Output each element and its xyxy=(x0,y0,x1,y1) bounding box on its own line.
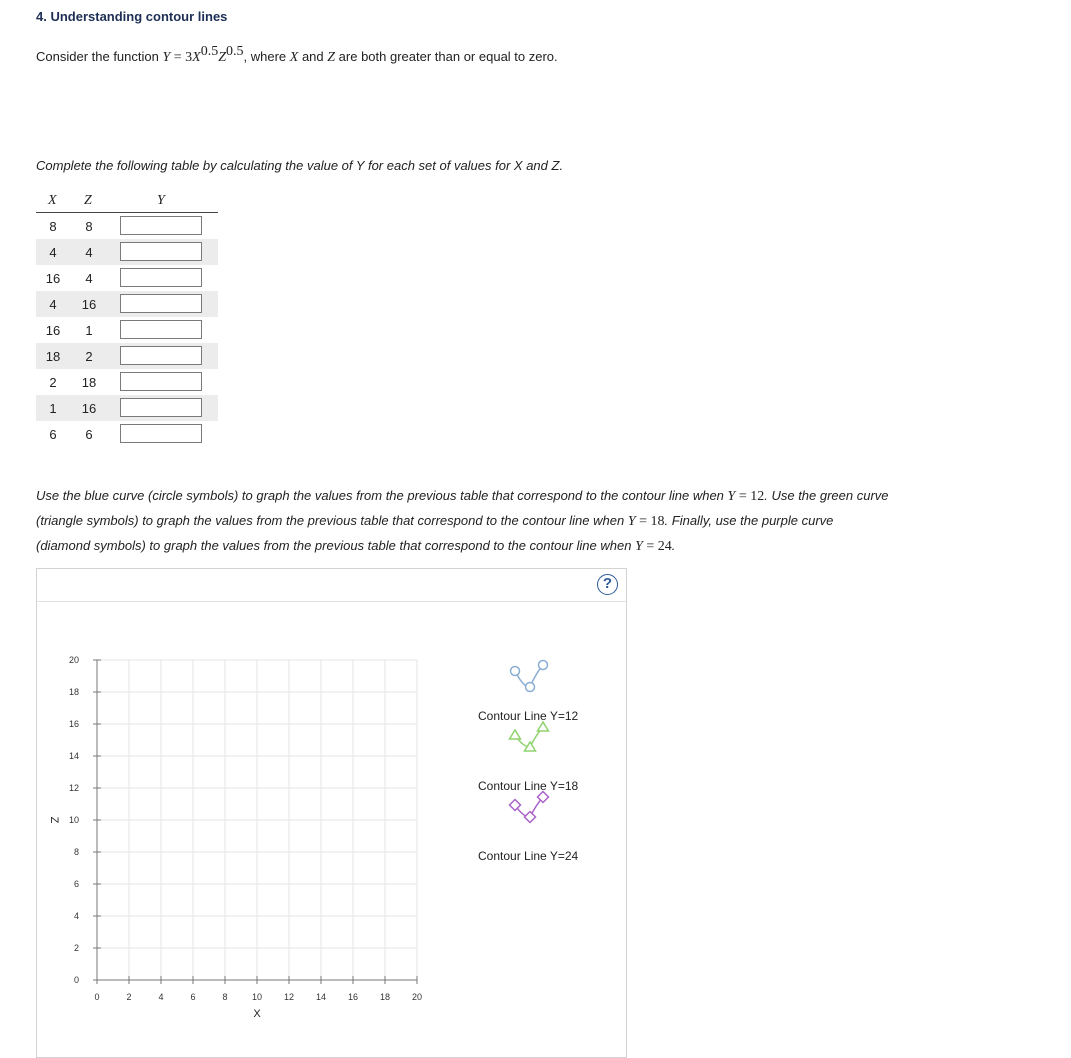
table-body xyxy=(36,213,218,447)
intro-prefix: Consider the function xyxy=(36,49,163,64)
xyz-table xyxy=(36,192,218,447)
cell-x: 2 xyxy=(49,375,57,390)
header-z: Z xyxy=(84,193,92,208)
intro-var-x: X xyxy=(289,50,299,65)
legend-tool-triangle[interactable] xyxy=(510,722,549,751)
header-x: X xyxy=(48,193,57,208)
table-row xyxy=(36,395,218,421)
intro-exp-z: 0.5 xyxy=(226,44,244,59)
y-value-input[interactable] xyxy=(120,398,202,417)
cell-z: 2 xyxy=(85,349,93,364)
table-row xyxy=(36,291,218,317)
intro-exp-x: 0.5 xyxy=(200,44,219,59)
x-tick-label: 8 xyxy=(222,992,228,1002)
intro-x: X xyxy=(192,50,201,65)
cell-z: 6 xyxy=(85,427,93,442)
x-tick-label: 16 xyxy=(347,992,359,1002)
intro-suffix-1: , where xyxy=(243,49,290,64)
y-tick-label: 2 xyxy=(73,943,79,953)
gi-eq1: = 12 xyxy=(735,489,765,504)
cell-x: 16 xyxy=(45,323,61,338)
graph-panel xyxy=(36,568,627,1058)
x-tick-label: 20 xyxy=(411,992,423,1002)
triangle-marker-icon xyxy=(538,722,549,731)
y-tick-label: 10 xyxy=(68,815,79,825)
intro-y: Y xyxy=(162,50,171,65)
graph-instruction xyxy=(36,484,996,559)
circle-marker-icon xyxy=(526,683,535,692)
gi-p6: . xyxy=(671,538,676,553)
table-row xyxy=(36,343,218,369)
y-axis-title: Z xyxy=(48,816,60,824)
legend-label: Contour Line Y=12 xyxy=(478,709,579,723)
cell-x: 8 xyxy=(49,219,57,234)
legend-tool-diamond[interactable] xyxy=(510,792,549,823)
header-y: Y xyxy=(157,193,165,208)
x-axis-title: X xyxy=(253,1008,261,1020)
cell-x: 1 xyxy=(49,401,57,416)
y-tick-label: 16 xyxy=(68,719,79,729)
y-value-input[interactable] xyxy=(120,268,202,287)
gi-p2: . Use the green curve xyxy=(764,488,889,503)
y-value-input[interactable] xyxy=(120,424,202,443)
table-row xyxy=(36,369,218,395)
y-tick-label: 6 xyxy=(73,879,79,889)
legend-label: Contour Line Y=18 xyxy=(478,779,579,793)
cell-x: 4 xyxy=(49,245,57,260)
cell-z: 16 xyxy=(81,297,97,312)
contour-chart[interactable] xyxy=(37,569,626,1049)
x-tick-label: 4 xyxy=(158,992,164,1002)
diamond-marker-icon xyxy=(525,812,536,823)
cell-z: 8 xyxy=(85,219,93,234)
cell-x: 6 xyxy=(49,427,57,442)
legend-label: Contour Line Y=24 xyxy=(478,849,579,863)
y-value-input[interactable] xyxy=(120,216,202,235)
gi-p4: . Finally, use the purple curve xyxy=(664,513,834,528)
triangle-marker-icon xyxy=(510,730,521,739)
function-intro xyxy=(36,44,558,66)
gi-p1: Use the blue curve (circle symbols) to graph the values from the previous table that correspond to the contour line when xyxy=(36,488,728,503)
y-tick-label: 4 xyxy=(73,911,79,921)
intro-eq: = 3 xyxy=(170,50,193,65)
y-value-input[interactable] xyxy=(120,294,202,313)
table-row xyxy=(36,265,218,291)
x-tick-label: 0 xyxy=(94,992,100,1002)
legend-tool-circle[interactable] xyxy=(511,661,548,692)
cell-z: 4 xyxy=(85,271,93,286)
y-tick-label: 18 xyxy=(68,687,79,697)
x-tick-label: 2 xyxy=(126,992,132,1002)
gi-p3: (triangle symbols) to graph the values from the previous table that correspond to the contour line when xyxy=(36,513,628,528)
table-row xyxy=(36,239,218,265)
table-instruction: Complete the following table by calculating the value of Y for each set of values for X and Z. xyxy=(36,158,564,173)
y-value-input[interactable] xyxy=(120,346,202,365)
y-value-input[interactable] xyxy=(120,320,202,339)
x-tick-label: 18 xyxy=(379,992,391,1002)
cell-x: 16 xyxy=(45,271,61,286)
x-tick-label: 6 xyxy=(190,992,196,1002)
table-row xyxy=(36,317,218,343)
cell-z: 4 xyxy=(85,245,93,260)
gi-y3: Y xyxy=(635,539,643,554)
y-tick-label: 8 xyxy=(73,847,79,857)
section-heading: 4. Understanding contour lines xyxy=(36,9,228,24)
diamond-marker-icon xyxy=(510,800,521,811)
y-value-input[interactable] xyxy=(120,372,202,391)
x-tick-label: 14 xyxy=(315,992,327,1002)
intro-suffix-3: are both greater than or equal to zero. xyxy=(335,49,558,64)
cell-z: 1 xyxy=(85,323,93,338)
x-tick-label: 12 xyxy=(283,992,295,1002)
y-value-input[interactable] xyxy=(120,242,202,261)
circle-marker-icon xyxy=(539,661,548,670)
table-header xyxy=(36,192,218,213)
cell-z: 16 xyxy=(81,401,97,416)
x-tick-label: 10 xyxy=(251,992,263,1002)
gi-y2: Y xyxy=(627,514,636,529)
table-row xyxy=(36,213,218,239)
gi-eq2: = 18 xyxy=(635,514,665,529)
table-row xyxy=(36,421,218,447)
gi-y1: Y xyxy=(727,489,736,504)
intro-z: Z xyxy=(218,50,227,65)
help-icon[interactable]: ? xyxy=(597,574,618,595)
gi-eq3: = 24 xyxy=(642,539,672,554)
intro-var-z: Z xyxy=(327,50,336,65)
y-tick-label: 20 xyxy=(68,655,79,665)
gi-p5: (diamond symbols) to graph the values from the previous table that correspond to the contour line when xyxy=(36,538,636,553)
y-tick-label: 14 xyxy=(68,751,79,761)
circle-marker-icon xyxy=(511,667,520,676)
y-tick-label: 0 xyxy=(73,975,79,985)
cell-z: 18 xyxy=(81,375,97,390)
cell-x: 18 xyxy=(45,349,61,364)
intro-suffix-2: and xyxy=(298,49,328,64)
y-tick-label: 12 xyxy=(68,783,79,793)
cell-x: 4 xyxy=(49,297,57,312)
